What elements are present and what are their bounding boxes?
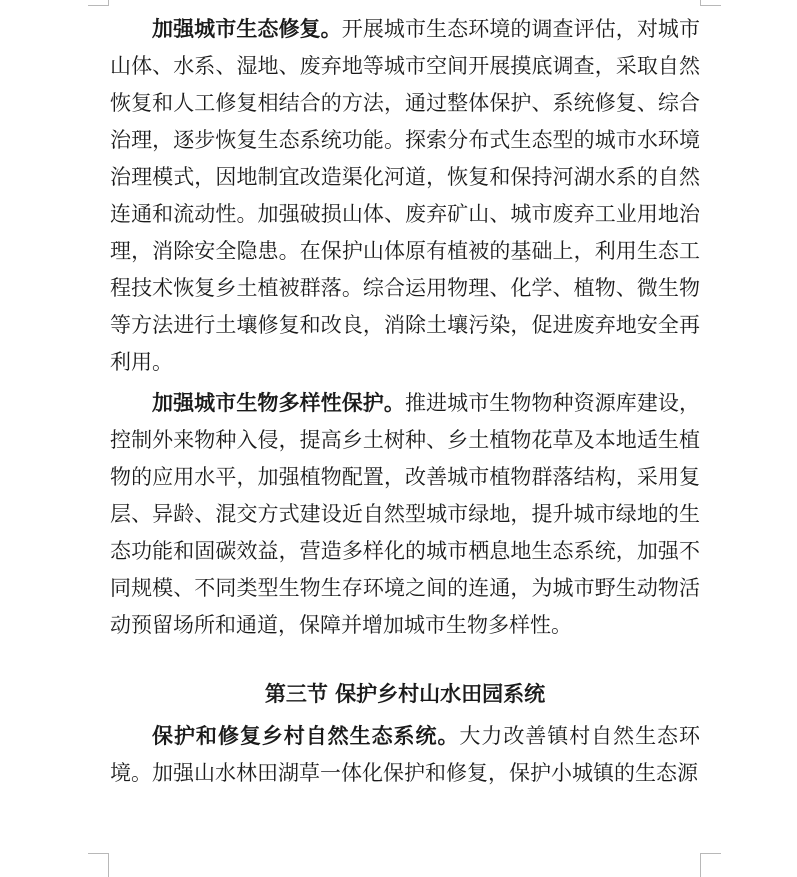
paragraph-lead: 加强城市生物多样性保护。 <box>152 390 405 415</box>
paragraph-lead: 保护和修复乡村自然生态系统。 <box>152 723 460 748</box>
crop-mark-bottom-right <box>700 853 721 877</box>
paragraph-urban-biodiversity <box>110 384 700 644</box>
document-body <box>110 10 700 792</box>
paragraph-lead: 加强城市生态修复。 <box>152 16 342 41</box>
crop-mark-top-right <box>700 0 721 6</box>
paragraph-rural-ecosystem <box>110 717 700 792</box>
paragraph-text: 开展城市生态环境的调查评估，对城市山体、水系、湿地、废弃地等城市空间开展摸底调查，采取自然恢复和人工修复相结合的方法，通过整体保护、系统修复、综合治理，逐步恢复生态系统功能。探索分布式生态型的城市水环境治理模式，因地制宜改造渠化河道，恢复和保持河湖水系的自然连通和流动性。加强破损山体、废弃矿山、城市废弃工业用地治理，消除安全隐患。在保护山体原有植被的基础上，利用生态工程技术恢复乡土植被群落。综合运用物理、化学、植物、微生物等方法进行土壤修复和改良，消除土壤污染，促进废弃地安全再利用。 <box>110 17 701 374</box>
paragraph-text: 推进城市生物物种资源库建设，控制外来物种入侵，提高乡土树种、乡土植物花草及本地适生植物的应用水平，加强植物配置，改善城市植物群落结构，采用复层、异龄、混交方式建设近自然型城市绿地，提升城市绿地的生态功能和固碳效益，营造多样化的城市栖息地生态系统，加强不同规模、不同类型生物生存环境之间的连通，为城市野生动物活动预留场所和通道，保障并增加城市生物多样性。 <box>110 391 701 637</box>
paragraph-text: 大力改善镇村自然生态环境。加强山水林田湖草一体化保护和修复，保护小城镇的生态源 <box>110 724 701 785</box>
crop-mark-bottom-left <box>88 853 109 877</box>
crop-mark-top-left <box>88 0 109 6</box>
section-heading: 第三节 保护乡村山水田园系统 <box>264 682 546 706</box>
paragraph-urban-ecological-restoration <box>110 10 700 381</box>
